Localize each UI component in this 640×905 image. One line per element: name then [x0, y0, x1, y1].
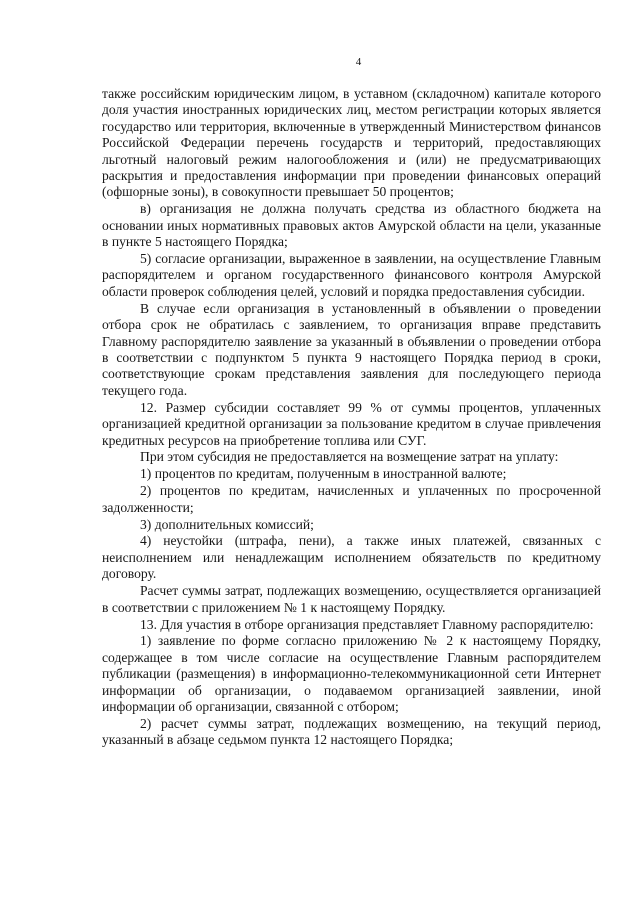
- document-body: [102, 86, 601, 749]
- paragraph-exclusion-2: 2) процентов по кредитам, начисленных и уплаченных по просроченной задолженности;: [102, 483, 601, 515]
- paragraph-exclusion-1: 1) процентов по кредитам, полученным в иностранной валюте;: [140, 466, 507, 482]
- paragraph-item-13-1-application: 1) заявление по форме согласно приложению № 2 к настоящему Порядку, содержащее в том числе согласие на осуществление Главным распорядителем публикации (размещения) в информационно-телекоммуникационной сети Интернет информации об организации, о подаваемом организацией заявлении, иной информации об организации, связанной с отбором;: [102, 633, 601, 715]
- paragraph-item-5-consent: 5) согласие организации, выраженное в заявлении, на осуществление Главным распорядителем и органом государственного финансового контроля Амурской области проверок соблюдения целей, условий и порядка предоставления субсидии.: [102, 251, 601, 299]
- paragraph-calculation: Расчет суммы затрат, подлежащих возмещению, осуществляется организацией в соответствии с приложением № 1 к настоящему Порядку.: [102, 583, 601, 615]
- paragraph-item-12-subsidy-size: 12. Размер субсидии составляет 99 % от суммы процентов, уплаченных организацией кредитной организации за пользование кредитом в случае привлечения кредитных ресурсов на приобретение топлива или СУГ.: [102, 399, 601, 448]
- paragraph-exclusion-4: 4) неустойки (штрафа, пени), а также иных платежей, связанных с неисполнением или ненадлежащим исполнением обязательств по кредитному договору.: [102, 533, 601, 582]
- page-number: 4: [355, 56, 362, 68]
- paragraph-subitem-v: в) организация не должна получать средства из областного бюджета на основании иных нормативных правовых актов Амурской области на цели, указанные в пункте 5 настоящего Порядка;: [102, 201, 601, 250]
- paragraph-exclusion-3: 3) дополнительных комиссий;: [140, 516, 314, 532]
- paragraph-late-application: В случае если организация в установленный в объявлении о проведении отбора срок не обратилась с заявлением, то организация вправе представить Главному распорядителю заявление за указанный в объявлении о проведении отбора в соответствии с подпунктом 5 пункта 9 настоящего Порядка период в сроки, соответствующие срокам представления заявления для последующего периода текущего года.: [102, 300, 601, 398]
- paragraph-item-13-intro: 13. Для участия в отборе организация представляет Главному распорядителю:: [140, 616, 594, 632]
- paragraph-item-13-2-calculation: 2) расчет суммы затрат, подлежащих возмещению, на текущий период, указанный в абзаце седьмом пункта 12 настоящего Порядка;: [102, 715, 601, 748]
- paragraph-exclusions-intro: При этом субсидия не предоставляется на возмещение затрат на уплату:: [140, 449, 559, 465]
- paragraph-continuation: также российским юридическим лицом, в уставном (складочном) капитале которого доля участия иностранных юридических лиц, местом регистрации которых является государство или территория, включенные в утвержденный Министерством финансов Российской Федерации перечень государств и территорий, предоставляющих льготный налоговый режим налогообложения и (или) не предусматривающих раскрытия и предоставления информации при проведении финансовых операций (офшорные зоны), в совокупности превышает 50 процентов;: [102, 86, 601, 200]
